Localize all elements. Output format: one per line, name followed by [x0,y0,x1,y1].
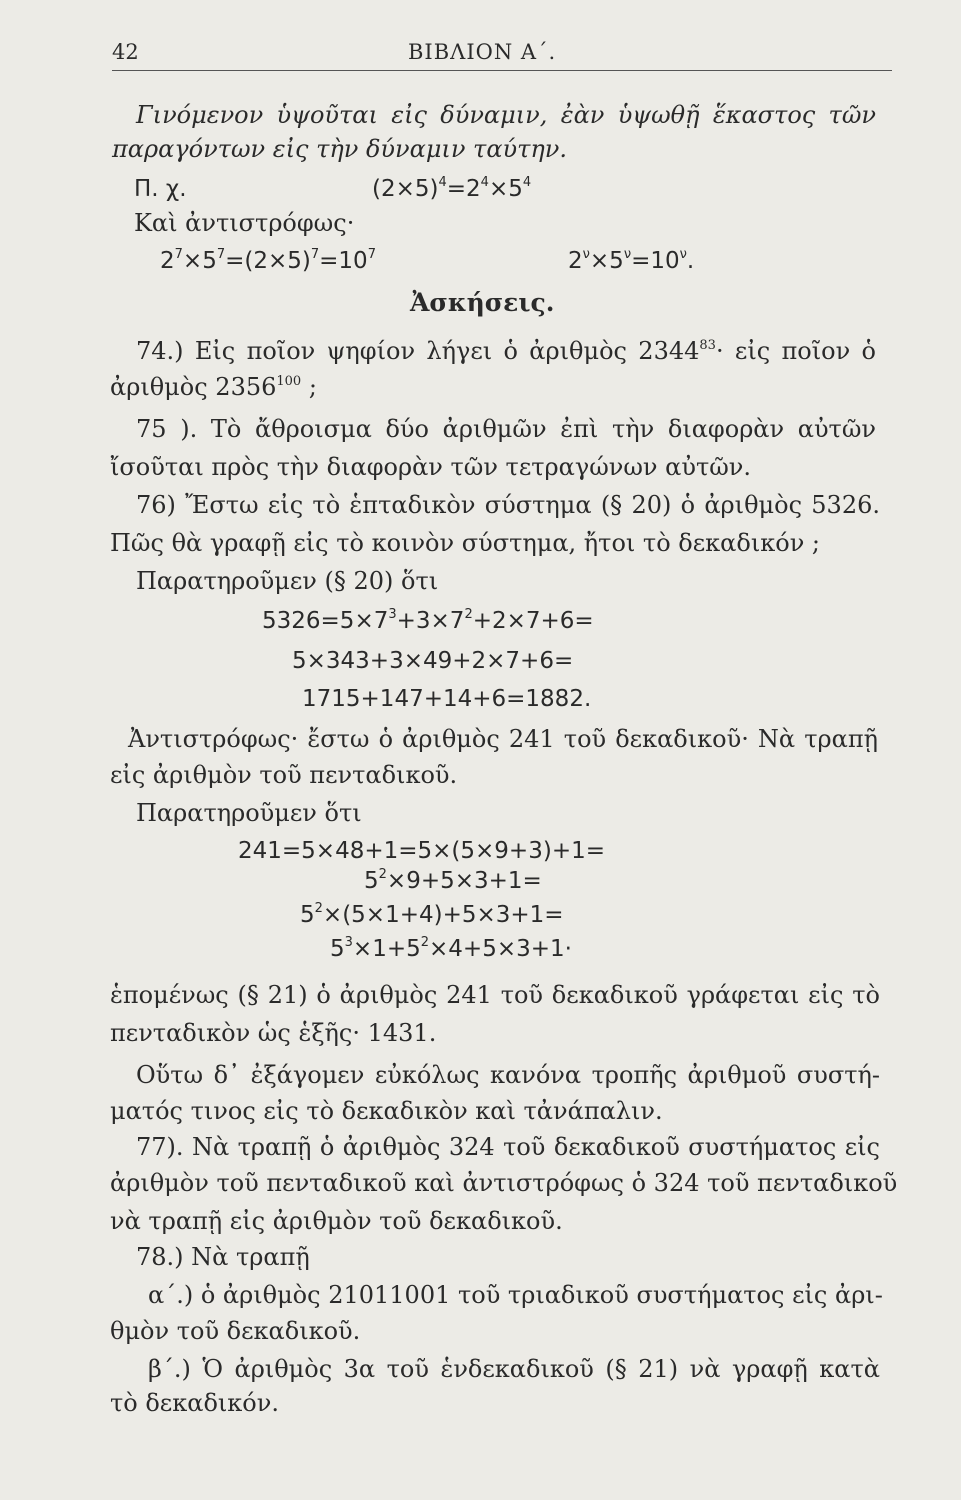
example-label: Π. χ. [134,176,187,202]
math-text: ×1+5 [352,936,421,962]
math-text: 2 [568,248,583,274]
text-line: Καὶ ἀντιστρόφως· [134,209,355,237]
exponent: 4 [438,175,447,190]
exponent: ν [679,247,687,262]
page-number: 42 [112,40,139,64]
exponent: 4 [522,175,532,190]
exponent: 2 [378,867,387,882]
exponent: 2 [420,935,430,950]
math-text: ×(5×1+4)+5×3+1= [322,902,564,928]
text-line: Παρατηροῦμεν (§ 20) ὅτι [136,567,439,595]
text-line: 78.) Νὰ τραπῇ [136,1243,310,1271]
math-text: +3×7 [396,608,465,634]
text-span: ἀριθμὸς 2356 [110,373,277,401]
exponent: 3 [344,935,353,950]
math-text: =2 [446,176,481,202]
text-line: νὰ τραπῇ εἰς ἀριθμὸν τοῦ δεκαδικοῦ. [110,1207,563,1235]
math-text: ×5 [488,176,523,202]
math-text: =10 [631,248,680,274]
math-text: 2 [160,248,175,274]
math-line [160,246,376,276]
text-line: 76) Ἔστω εἰς τὸ ἑπταδικὸν σύστημα (§ 20) ὁ ἀριθμὸς 5326. [136,491,880,519]
text-line: α΄.) ὁ ἀριθμὸς 21011001 τοῦ τριαδικοῦ συστήματος εἰς ἀρι- [148,1281,883,1309]
text-line: ἑπομένως (§ 21) ὁ ἀριθμὸς 241 τοῦ δεκαδικοῦ γράφεται εἰς τὸ [110,981,880,1009]
exponent: 3 [388,607,397,622]
exponent: 4 [480,175,489,190]
text-span: ; [301,373,317,401]
text-line: Ἀντιστρόφως· ἔστω ὁ ἀριθμὸς 241 τοῦ δεκαδικοῦ· Νὰ τραπῇ [128,725,878,753]
math-text: ×5 [182,248,217,274]
math-line [134,174,187,204]
exponent: 100 [276,374,302,389]
text-line: 75 ). Τὸ ἄθροισμα δύο ἀριθμῶν ἐπὶ τὴν διαφορὰν αὐτῶν [136,415,876,443]
exponent: 7 [310,247,320,262]
text-line: Πῶς θὰ γραφῇ εἰς τὸ κοινὸν σύστημα, ἤτοι τὸ δεκαδικόν ; [110,529,820,557]
math-line [372,174,531,204]
math-line: 5×343+3×49+2×7+6= [292,648,574,674]
math-text: . [686,248,695,274]
text-line: τὸ δεκαδικόν. [110,1389,279,1417]
math-text: (2×5) [372,176,439,202]
math-line [364,866,542,896]
math-line: 1715+147+14+6=1882. [302,686,592,712]
math-line [262,606,594,636]
math-text: +2×7+6= [472,608,594,634]
text-line: ἀριθμὸν τοῦ πενταδικοῦ καὶ ἀντιστρόφως ὁ 324 τοῦ πενταδικοῦ [110,1169,898,1197]
text-line [136,336,876,366]
text-line: Γινόμενον ὑψοῦται εἰς δύναμιν, ἐὰν ὑψωθῇ ἕκαστος τῶν [136,101,876,129]
math-text: 5326=5×7 [262,608,389,634]
text-span: · εἰς ποῖον ὁ [715,337,876,365]
exponent: 2 [464,607,473,622]
math-line [568,246,694,276]
text-line: Παρατηροῦμεν ὅτι [136,799,362,827]
math-line: 241=5×48+1=5×(5×9+3)+1= [238,838,605,864]
math-text: 5 [364,868,379,894]
exponent: 7 [216,247,226,262]
exponent: ν [623,247,632,262]
exponent: 2 [314,901,323,916]
math-line [330,934,572,964]
math-text: 5 [300,902,315,928]
text-line: Οὕτω δ᾽ ἐξάγομεν εὐκόλως κανόνα τροπῆς ἀριθμοῦ συστή- [136,1061,880,1089]
text-line: 77). Νὰ τραπῇ ὁ ἀριθμὸς 324 τοῦ δεκαδικοῦ συστήματος εἰς [136,1133,880,1161]
text-line: παραγόντων εἰς τὴν δύναμιν ταύτην. [112,135,567,163]
math-text: =(2×5) [225,248,311,274]
text-line: πενταδικὸν ὡς ἑξῆς· 1431. [110,1019,437,1047]
text-line: εἰς ἀριθμὸν τοῦ πενταδικοῦ. [110,761,458,789]
text-line: ἴσοῦται πρὸς τὴν διαφορὰν τῶν τετραγώνων αὐτῶν. [110,453,752,481]
math-text: ×5 [589,248,624,274]
section-heading: Ἀσκήσεις. [410,288,555,317]
math-text: 5 [330,936,345,962]
math-line [300,900,564,930]
running-header [112,36,892,71]
exponent: 7 [367,247,376,262]
text-line: β΄.) Ὁ ἀριθμὸς 3α τοῦ ἑνδεκαδικοῦ (§ 21) νὰ γραφῇ κατὰ [148,1355,880,1383]
exponent: 7 [174,247,183,262]
text-span: 74.) Εἰς ποῖον ψηφίον λήγει ὁ ἀριθμὸς 2344 [136,337,700,365]
running-title: ΒΙΒΛΙΟΝ Α΄. [408,40,557,64]
exponent: 83 [699,338,716,353]
exponent: ν [582,247,590,262]
math-text: ×9+5×3+1= [386,868,542,894]
math-text: ×4+5×3+1· [429,936,572,962]
math-text: =10 [319,248,368,274]
text-line: θμὸν τοῦ δεκαδικοῦ. [110,1317,361,1345]
text-line [110,372,317,402]
text-line: ματός τινος εἰς τὸ δεκαδικὸν καὶ τἀνάπαλιν. [110,1097,663,1125]
